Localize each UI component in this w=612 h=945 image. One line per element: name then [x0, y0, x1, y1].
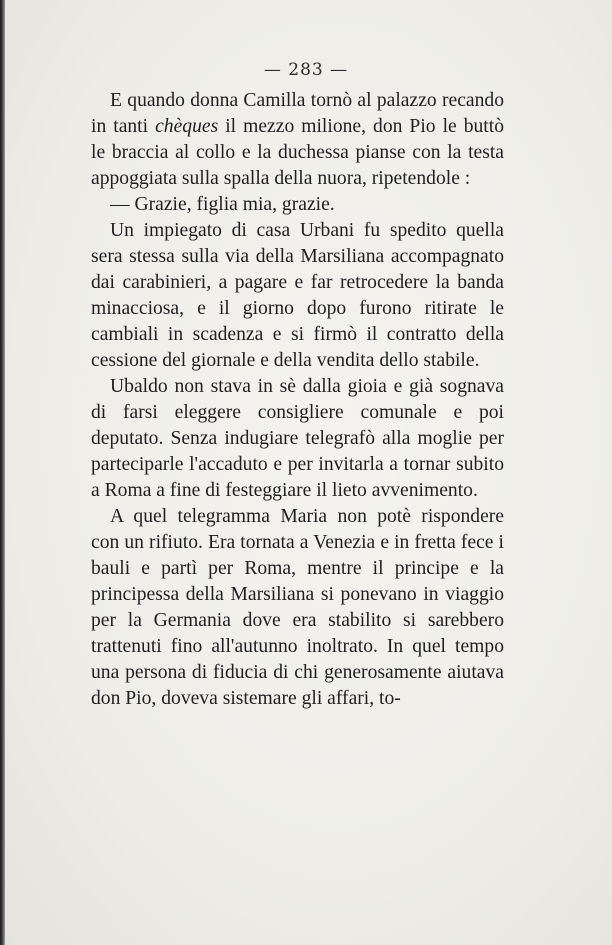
paragraph-4: Ubaldo non stava in sè dalla gioia e già sognava di farsi eleggere consigliere comunale e poi deputato. Senza indugiare telegrafò alla moglie per parteciparle l'accaduto e per invitarla a tornar subito a Roma a fine di festeggiare il lieto avvenimento.	[91, 376, 504, 501]
paragraph-2: — Grazie, figlia mia, grazie.	[110, 194, 335, 215]
paragraph-1-italic: chèques	[155, 116, 219, 137]
paragraph-1-after: il mezzo milione, don Pio le buttò le braccia al collo e la duchessa pianse con la testa appoggiata sulla spalla della nuora, ripetendole :	[91, 116, 504, 189]
paragraph-1-before: E quando donna Camilla tornò al palazzo recando in tanti	[91, 90, 504, 137]
paragraph-1	[91, 88, 504, 192]
body-text	[91, 88, 504, 712]
page-number: — 283 —	[263, 60, 349, 80]
paragraph-3: Un impiegato di casa Urbani fu spedito quella sera stessa sulla via della Marsiliana accompagnato dai carabinieri, a pagare e far retrocedere la banda minacciosa, e il giorno dopo furono ritirate le cambiali in scadenza e si firmò il contratto della cessione del giornale e della vendita dello stabile.	[91, 220, 504, 371]
binding-edge	[0, 0, 5, 945]
paragraph-5: A quel telegramma Maria non potè rispondere con un rifiuto. Era tornata a Venezia e in fretta fece i bauli e partì per Roma, mentre il principe e la principessa della Marsiliana si ponevano in viaggio per la Germania dove era stabilito si sarebbero trattenuti fino all'autunno inoltrato. In quel tempo una persona di fiducia di chi generosamente aiutava don Pio, doveva sistemare gli affari, to-	[91, 506, 504, 709]
